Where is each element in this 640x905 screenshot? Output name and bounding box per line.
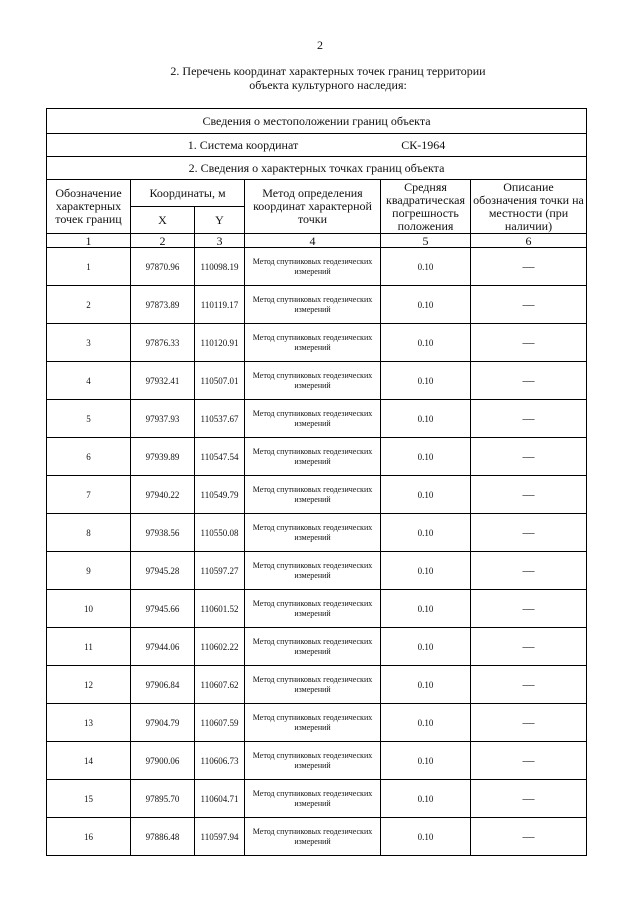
error-value: 0.10 [381, 324, 471, 362]
column-number: 6 [471, 234, 587, 248]
point-number: 6 [47, 438, 131, 476]
header-method: Метод определения координат характерной точки [245, 180, 381, 234]
table-row [47, 248, 587, 286]
coordinate-x: 97870.96 [131, 248, 195, 286]
table-row [47, 514, 587, 552]
header-description: Описание обозначения точки на местности (при наличии) [471, 180, 587, 234]
column-number: 2 [131, 234, 195, 248]
point-number: 8 [47, 514, 131, 552]
column-number: 4 [245, 234, 381, 248]
coordinate-y: 110607.62 [195, 666, 245, 704]
coordinate-x: 97900.06 [131, 742, 195, 780]
coordinate-system-row [47, 134, 587, 157]
method: Метод спутниковых геодезических измерений [245, 400, 381, 438]
coordinate-y: 110550.08 [195, 514, 245, 552]
error-value: 0.10 [381, 628, 471, 666]
point-number: 3 [47, 324, 131, 362]
header-designation: Обозначение характерных точек границ [47, 180, 131, 234]
table-row [47, 666, 587, 704]
error-value: 0.10 [381, 286, 471, 324]
coordinate-x: 97895.70 [131, 780, 195, 818]
coordinate-system-cell [47, 134, 587, 157]
error-value: 0.10 [381, 476, 471, 514]
error-value: 0.10 [381, 590, 471, 628]
method: Метод спутниковых геодезических измерений [245, 324, 381, 362]
method: Метод спутниковых геодезических измерений [245, 628, 381, 666]
description: — [471, 248, 587, 286]
method: Метод спутниковых геодезических измерений [245, 780, 381, 818]
method: Метод спутниковых геодезических измерений [245, 666, 381, 704]
description: — [471, 514, 587, 552]
method: Метод спутниковых геодезических измерений [245, 362, 381, 400]
error-value: 0.10 [381, 362, 471, 400]
error-value: 0.10 [381, 818, 471, 856]
table-row [47, 704, 587, 742]
point-number: 1 [47, 248, 131, 286]
coordinate-system-label: 1. Система координат [187, 137, 299, 152]
column-number-row [47, 234, 587, 248]
table-row [47, 438, 587, 476]
coordinate-y: 110098.19 [195, 248, 245, 286]
description: — [471, 324, 587, 362]
description: — [471, 666, 587, 704]
error-value: 0.10 [381, 780, 471, 818]
method: Метод спутниковых геодезических измерений [245, 438, 381, 476]
header-error: Средняя квадратическая погрешность положения [381, 180, 471, 234]
table-row [47, 742, 587, 780]
table-row [47, 400, 587, 438]
coordinate-x: 97938.56 [131, 514, 195, 552]
coordinate-y: 110507.01 [195, 362, 245, 400]
method: Метод спутниковых геодезических измерений [245, 552, 381, 590]
description: — [471, 286, 587, 324]
method: Метод спутниковых геодезических измерений [245, 742, 381, 780]
error-value: 0.10 [381, 248, 471, 286]
coordinate-y: 110597.94 [195, 818, 245, 856]
coordinate-x: 97873.89 [131, 286, 195, 324]
table-row [47, 476, 587, 514]
header-y: Y [195, 207, 245, 234]
point-number: 10 [47, 590, 131, 628]
point-number: 11 [47, 628, 131, 666]
point-number: 9 [47, 552, 131, 590]
description: — [471, 400, 587, 438]
description: — [471, 704, 587, 742]
error-value: 0.10 [381, 514, 471, 552]
description: — [471, 590, 587, 628]
coordinate-y: 110547.54 [195, 438, 245, 476]
method: Метод спутниковых геодезических измерений [245, 818, 381, 856]
column-number: 5 [381, 234, 471, 248]
error-value: 0.10 [381, 704, 471, 742]
coordinate-x: 97945.66 [131, 590, 195, 628]
table-row [47, 780, 587, 818]
coordinate-x: 97904.79 [131, 704, 195, 742]
coordinates-table [46, 108, 587, 856]
coordinate-x: 97937.93 [131, 400, 195, 438]
description: — [471, 438, 587, 476]
table-row [47, 628, 587, 666]
table-row [47, 590, 587, 628]
page-number: 2 [317, 38, 323, 52]
coordinate-y: 110602.22 [195, 628, 245, 666]
coordinates-table-body [47, 109, 587, 856]
document-title-line-1: 2. Перечень координат характерных точек границ территории [170, 64, 486, 78]
coordinate-y: 110549.79 [195, 476, 245, 514]
description: — [471, 818, 587, 856]
table-row [47, 362, 587, 400]
point-number: 16 [47, 818, 131, 856]
method: Метод спутниковых геодезических измерений [245, 248, 381, 286]
points-section-row [47, 157, 587, 180]
description: — [471, 552, 587, 590]
point-number: 2 [47, 286, 131, 324]
error-value: 0.10 [381, 438, 471, 476]
coordinate-x: 97940.22 [131, 476, 195, 514]
coordinate-y: 110119.17 [195, 286, 245, 324]
header-coordinates: Координаты, м [131, 180, 245, 207]
point-number: 4 [47, 362, 131, 400]
coordinate-x: 97945.28 [131, 552, 195, 590]
coordinate-x: 97939.89 [131, 438, 195, 476]
coordinate-system-value: СК-1964 [401, 137, 446, 152]
coordinate-y: 110607.59 [195, 704, 245, 742]
method: Метод спутниковых геодезических измерений [245, 590, 381, 628]
coordinate-x: 97906.84 [131, 666, 195, 704]
header-x: X [131, 207, 195, 234]
description: — [471, 362, 587, 400]
description: — [471, 742, 587, 780]
table-row [47, 818, 587, 856]
coordinate-y: 110120.91 [195, 324, 245, 362]
method: Метод спутниковых геодезических измерений [245, 286, 381, 324]
error-value: 0.10 [381, 400, 471, 438]
coordinate-y: 110601.52 [195, 590, 245, 628]
point-number: 14 [47, 742, 131, 780]
section-header-row [47, 109, 587, 134]
error-value: 0.10 [381, 742, 471, 780]
document-title [0, 64, 640, 92]
error-value: 0.10 [381, 666, 471, 704]
description: — [471, 476, 587, 514]
coordinate-x: 97944.06 [131, 628, 195, 666]
table-row [47, 324, 587, 362]
coordinate-y: 110597.27 [195, 552, 245, 590]
section-header: Сведения о местоположении границ объекта [47, 109, 587, 134]
method: Метод спутниковых геодезических измерений [245, 704, 381, 742]
table-row [47, 286, 587, 324]
point-number: 12 [47, 666, 131, 704]
point-number: 15 [47, 780, 131, 818]
column-number: 1 [47, 234, 131, 248]
points-section-label: 2. Сведения о характерных точках границ объекта [47, 157, 587, 180]
error-value: 0.10 [381, 552, 471, 590]
coordinate-y: 110606.73 [195, 742, 245, 780]
coordinate-x: 97886.48 [131, 818, 195, 856]
coordinate-y: 110537.67 [195, 400, 245, 438]
point-number: 7 [47, 476, 131, 514]
column-number: 3 [195, 234, 245, 248]
coordinate-y: 110604.71 [195, 780, 245, 818]
description: — [471, 780, 587, 818]
point-number: 13 [47, 704, 131, 742]
coordinate-x: 97932.41 [131, 362, 195, 400]
point-number: 5 [47, 400, 131, 438]
method: Метод спутниковых геодезических измерений [245, 476, 381, 514]
method: Метод спутниковых геодезических измерений [245, 514, 381, 552]
coordinate-x: 97876.33 [131, 324, 195, 362]
description: — [471, 628, 587, 666]
document-title-line-2: объекта культурного наследия: [249, 78, 407, 92]
table-row [47, 552, 587, 590]
header-row [47, 180, 587, 207]
